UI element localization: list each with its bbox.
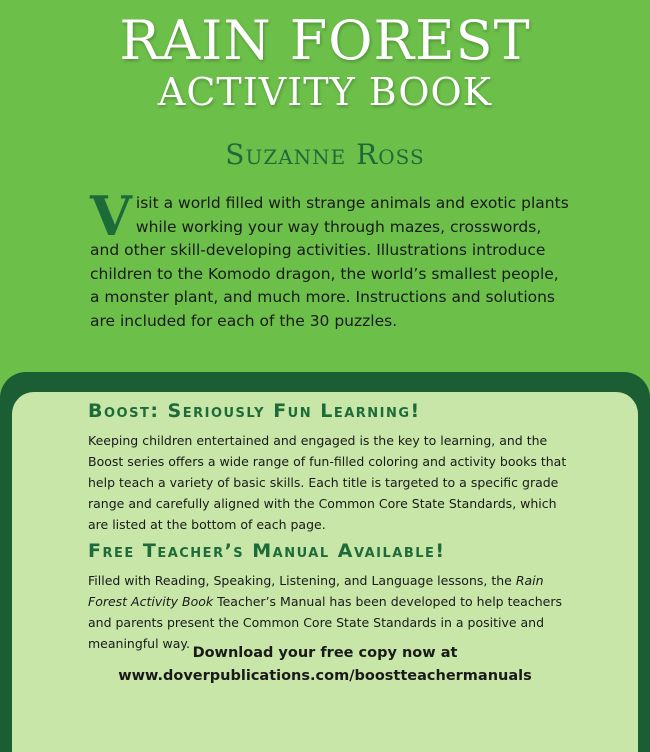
download-text: Download your free copy now at [192,645,458,661]
manual-heading: Free Teacher’s Manual Available! [88,540,446,562]
manual-para-book-title: Rain Forest Activity Book [88,573,544,609]
title-line-1: RAIN FOREST [119,9,531,72]
book-blurb [90,184,570,333]
download-block [0,642,650,688]
boost-paragraph: Keeping children entertained and engaged is the key to learning, and the Boost series offers a wide range of fun-filled coloring and activity books that help teach a variety of basic skills. Each title is targeted to a specific grade range and carefully aligned with the Common Core State Standards, which are listed at the bottom of each page. [88,433,567,532]
boost-heading: Boost: Seriously Fun Learning! [88,400,421,422]
download-url[interactable]: www.doverpublications.com/boostteachermanuals [118,668,532,684]
title-line-2: ACTIVITY BOOK [157,70,493,114]
blurb-text: isit a world filled with strange animals and exotic plants while working your way through mazes, crosswords, and other skill-developing activities. Illustrations introduce children to the Komodo dragon, the world’s smallest people, a monster plant, and much more. Instructions and solutions are included for each of the 30 puzzles. [90,194,569,330]
book-title [0,9,650,114]
manual-para-rest: Teacher’s Manual has been developed to help teachers and parents present the Common Core State Standards in a positive and meaningful way. [88,594,562,651]
drop-cap: V [90,184,132,248]
manual-para-intro: Filled with Reading, Speaking, Listening, and Language lessons, the [88,573,516,588]
author-name: Suzanne Ross [225,138,425,171]
